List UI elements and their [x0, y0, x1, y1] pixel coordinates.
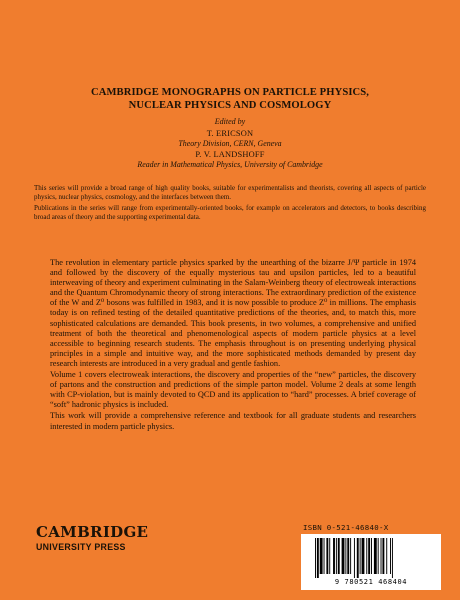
barcode-bar: [368, 538, 370, 574]
barcode-bar: [392, 538, 393, 578]
barcode: [301, 534, 441, 590]
series-title: [40, 86, 420, 112]
barcode-bar: [333, 538, 335, 574]
barcode-bar: [315, 538, 316, 578]
publisher-subtitle: UNIVERSITY PRESS: [36, 542, 126, 552]
barcode-bar: [360, 538, 361, 574]
barcode-bar: [366, 538, 367, 574]
editor-name: P. V. LANDSHOFF: [195, 150, 265, 159]
barcode-bar: [336, 538, 337, 574]
barcode-bar: [329, 538, 330, 574]
barcode-bar: [317, 538, 319, 578]
barcode-bar: [386, 538, 387, 574]
series-title-line-2: NUCLEAR PHYSICS AND COSMOLOGY: [128, 100, 332, 111]
barcode-bar: [382, 538, 384, 574]
barcode-bar: [345, 538, 346, 574]
series-description: [34, 184, 426, 222]
editor-affiliation: Reader in Mathematical Physics, University of Cambridge: [137, 160, 323, 169]
barcode-bar: [374, 538, 377, 574]
blurb-paragraph: The revolution in elementary particle physics sparked by the unearthing of the bizarre J/Ψ particle in 1974 and followed by the discovery of the equally mysterious tau and upsilon particles, led to a beautiful interweaving of theory and experiment culminating in the Salam-Weinberg theory of electroweak interactions and the Quantum Chromodynamic theory of strong interactions. The extraordinary prediction of the existence of the W and Z⁰ bosons was fulfilled in 1983, and it is now possible to produce Z⁰ in millions. The emphasis today is on refined testing of the detailed quantitative predictions of the theories, and, to match this, more sophisticated calculations are demanded. This book presents, in two volumes, a comprehensive and unified treatment of both the theoretical and phenomenological aspects of modern particle physics at a level accessible to beginning research students. The emphasis throughout is on presenting underlying physical principles in a simple and intuitive way, and the more sophisticated methods demanded by present day research interests are introduced in a very gradual and gentle fashion.: [50, 258, 416, 368]
editor-ericson: [0, 129, 460, 149]
publisher-name: CAMBRIDGE: [36, 523, 149, 541]
series-description-paragraph: Publications in the series will range from experimentally-oriented books, for example on accelerators and detectors, to books describing broad areas of theory and the supporting experimental data.: [34, 203, 426, 221]
series-title-line-1: CAMBRIDGE MONOGRAPHS ON PARTICLE PHYSICS,: [90, 87, 370, 98]
barcode-bar: [350, 538, 351, 574]
editor-landshoff: [0, 150, 460, 170]
blurb-paragraph: Volume 1 covers electroweak interactions, the discovery and properties of the “new” particles, the discovery of partons and the construction and predictions of the simple parton model. Volume 2 deals at some length with CP-violation, but is mainly devoted to QCD and its application to “hard” processes. A brief coverage of “soft” hadronic physics is included.: [50, 370, 416, 410]
book-blurb: [50, 258, 416, 432]
barcode-bar: [338, 538, 340, 574]
barcode-bar: [381, 538, 382, 574]
barcode-bar: [357, 538, 359, 578]
editor-affiliation: Theory Division, CERN, Geneva: [178, 139, 282, 148]
editor-name: T. ERICSON: [206, 129, 254, 138]
barcode-bar: [354, 538, 355, 578]
edited-by-label: Edited by: [214, 117, 246, 126]
barcode-bar: [390, 538, 391, 574]
barcode-bar: [378, 538, 379, 574]
publisher-logo: [36, 525, 148, 552]
barcode-bar: [362, 538, 365, 574]
barcode-bars-icon: [311, 538, 431, 578]
barcode-bar: [324, 538, 325, 574]
barcode-bar: [320, 538, 323, 574]
isbn-label: ISBN 0-521-46840-X: [303, 523, 389, 532]
barcode-bar: [347, 538, 349, 574]
blurb-paragraph: This work will provide a comprehensive reference and textbook for all graduate students and researchers interested in modern particle physics.: [50, 411, 416, 431]
barcode-digits: 9 780521 468404: [334, 578, 408, 586]
series-description-paragraph: This series will provide a broad range of high quality books, suitable for experimentalists and theorists, covering all aspects of particle physics, nuclear physics, cosmology, and the interfaces between them.: [34, 184, 426, 201]
barcode-bar: [326, 538, 328, 574]
barcode-bar: [371, 538, 372, 574]
barcode-bar: [342, 538, 345, 574]
